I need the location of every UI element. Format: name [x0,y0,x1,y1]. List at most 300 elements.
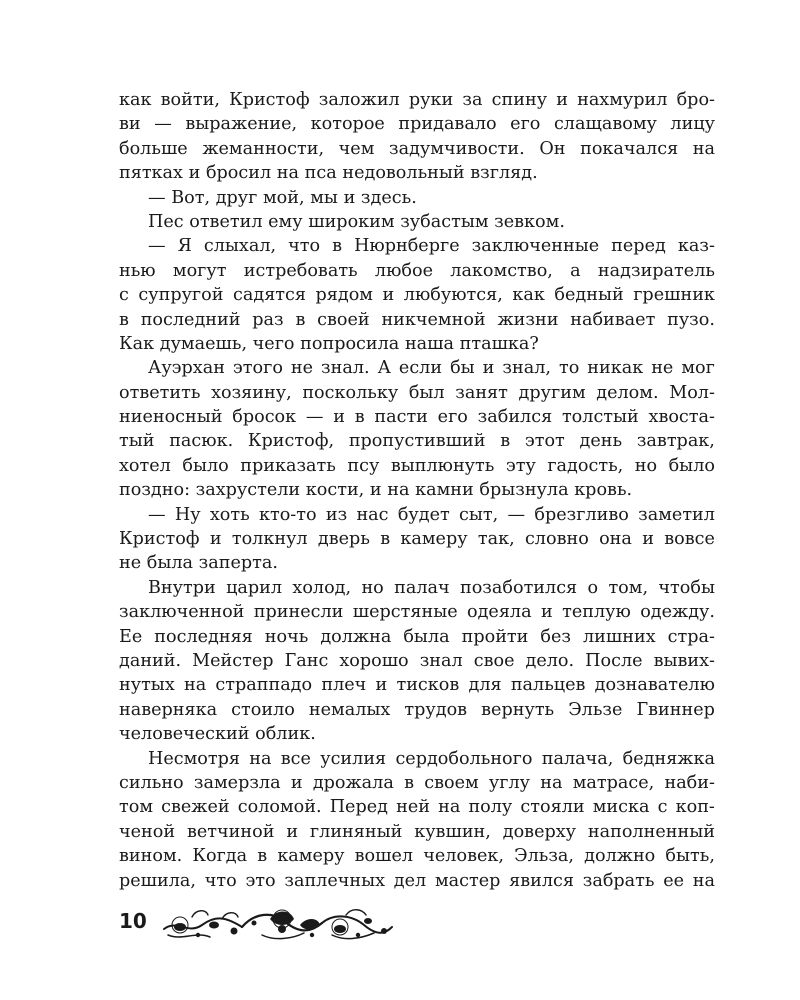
word: стояли [520,797,585,818]
word: облик. [255,724,316,745]
text-line [119,381,715,405]
word: мой, [263,187,305,208]
word: его [510,114,541,135]
word: надзиратель [597,260,715,281]
word: как [512,285,545,306]
text-line [119,869,715,893]
word: то [558,358,580,379]
word: в [404,772,414,793]
word: как [119,90,152,110]
word: вовсе [664,529,715,550]
word: мы [310,187,338,208]
word: Как [119,333,155,354]
word: гадость, [547,455,624,476]
word: своей [317,309,370,330]
word: доверху [502,821,577,842]
word: трудов [404,699,468,720]
word: Кристоф [119,529,200,550]
word: из [325,504,348,525]
word: и [209,529,222,550]
word: пройти [461,626,529,647]
word: думаешь, [159,333,248,354]
word: широким [308,211,395,232]
word: о [587,577,599,598]
word: бро- [676,90,715,110]
word: забрать [582,870,655,891]
word: ней [396,797,430,818]
word: руки [408,90,454,110]
text-line [119,88,715,112]
word: миска [592,797,650,818]
word: но [634,455,658,476]
word: чего [252,333,295,354]
word: ви [119,114,141,135]
word: сильно [119,772,184,793]
word: мог [681,358,715,379]
word: Несмотря [148,748,240,769]
text-line [119,478,715,502]
word: даний. [119,650,182,671]
word: выражение, [185,114,298,135]
word: набивает [570,309,656,330]
word: никчемной [381,309,486,330]
word: свежей [161,797,230,818]
word: Эльза, [514,846,575,867]
word: нахмурил [577,90,668,110]
word: пропустивший [348,431,486,452]
word: теплую [562,602,631,623]
word: ему [268,211,303,232]
word: и [188,163,201,184]
word: Пес [148,211,184,232]
word: Мейстер [192,650,274,671]
word: брезгливо [534,504,629,525]
word: и [369,480,382,501]
word: никак [587,358,644,379]
word: соломой. [237,797,322,818]
word: войти, [160,90,220,110]
word: Ганс [284,650,329,671]
word: друг [215,187,258,208]
text-line [119,161,715,185]
word: выплюнуть [390,455,495,476]
word: царил [226,577,283,598]
word: лишних [583,626,656,647]
word: палач [394,577,450,598]
word: здесь. [360,187,417,208]
word: нью [119,260,156,281]
word: коп- [675,797,715,818]
word: — [148,236,166,257]
word: Кристоф [229,90,310,110]
text-line [119,186,715,210]
word: После [585,650,643,671]
word: на [540,772,563,793]
word: с [119,285,129,306]
word: любое [374,260,433,281]
word: полу [468,797,513,818]
word: пса [304,163,337,184]
word: был [408,382,445,403]
text-line [119,454,715,478]
page-footer [119,905,399,945]
word: Внутри [148,577,216,598]
text-line [119,844,715,868]
word: ответить [119,382,201,403]
word: наверняка [119,699,218,720]
word: заплечных [284,870,386,891]
word: будет [397,504,450,525]
word: и [482,358,495,379]
word: — [154,114,172,135]
word: хоть [209,504,250,525]
word: тисков [396,675,460,696]
word: нас [356,504,389,525]
word: была [146,553,194,574]
word: грешник [633,285,715,306]
word: дознавателю [594,675,715,696]
word: последняя [154,626,253,647]
word: кто-то [258,504,317,525]
word: А [377,358,391,379]
word: явился [509,870,574,891]
word: Мол- [669,382,715,403]
word: словно [524,529,589,550]
word: сердобольного [395,748,533,769]
word: знал [419,650,463,671]
word: кровь. [574,480,633,501]
text-line [119,503,715,527]
word: стра- [667,626,715,647]
text-line [119,771,715,795]
word: на [387,480,410,501]
word: все [280,748,311,769]
word: Ее [119,626,143,647]
word: приказать [240,455,336,476]
word: псу [347,455,380,476]
word: должно [584,846,656,867]
page-number: 10 [119,909,147,933]
word: Кристоф, [247,431,335,452]
word: хорошо [339,650,409,671]
word: что [204,870,237,891]
word: жизни [497,309,559,330]
word: Ауэрхан [148,358,225,379]
word: — [148,504,166,525]
text-line [119,112,715,136]
text-line [119,283,715,307]
word: не [290,358,314,379]
word: зубастым [400,211,489,232]
word: — [507,504,526,525]
text-line [119,429,715,453]
word: наполненный [587,821,715,842]
word: дело. [525,650,575,671]
word: заметил [638,504,715,525]
word: зевком. [494,211,565,232]
text-line [119,625,715,649]
word: Когда [192,846,248,867]
word: своем [424,772,479,793]
word: Гвиннер [636,699,715,720]
word: толстый [561,407,639,428]
word: и [286,821,299,842]
word: садятся [233,285,306,306]
word: было [182,455,229,476]
word: не [651,358,674,379]
word: хвоста- [648,407,715,428]
word: в [295,309,306,330]
word: на [438,797,461,818]
word: это [245,870,276,891]
word: дел [393,870,427,891]
word: знал. [321,358,370,379]
word: рядом [315,285,373,306]
text-line [119,820,715,844]
word: покачался [580,138,679,159]
word: делом. [596,382,659,403]
word: чем [338,138,375,159]
word: хотел [119,455,171,476]
text-line [119,722,715,746]
word: и [382,285,395,306]
word: в [257,846,268,867]
word: на [249,748,272,769]
word: хозяину, [211,382,292,403]
word: ночь [264,626,309,647]
word: холод, [292,577,352,598]
text-line [119,649,715,673]
word: ее [663,870,685,891]
word: заключенные [471,236,600,257]
word: больше [119,138,188,159]
word: слащавому [553,114,657,135]
word: с [657,797,668,818]
word: задумчивости. [389,138,525,159]
word: недовольный [342,163,465,184]
word: каз- [677,236,715,257]
word: последний [140,309,241,330]
word: и [642,529,654,550]
word: тый [119,431,155,452]
word: нутых [119,675,175,696]
text-line [119,137,715,161]
word: другим [518,382,586,403]
word: Он [539,138,566,159]
word: бросил [205,163,272,184]
word: камеру [400,529,468,550]
text-line [119,795,715,819]
word: бедняжка [622,748,715,769]
word: на [276,163,300,184]
word: пташка? [459,333,539,354]
word: вернуть [481,699,555,720]
word: было [668,455,715,476]
word: и [290,772,303,793]
word: Эльзе [568,699,623,720]
word: и [333,407,345,428]
word: матрасе, [572,772,655,793]
word: которое [310,114,385,135]
word: наби- [664,772,715,793]
word: быть, [665,846,715,867]
text-line [119,308,715,332]
word: том, [608,577,649,598]
word: взгляд. [470,163,538,184]
word: если [398,358,443,379]
word: за [462,90,483,110]
word: углу [488,772,531,793]
word: жеманности, [202,138,325,159]
word: пасюк. [169,431,234,452]
word: эту [505,455,536,476]
word: замерзла [193,772,281,793]
word: ниеносный [119,407,223,428]
word: в [354,407,365,428]
word: истребовать [243,260,358,281]
word: пасти [374,407,428,428]
text-line [119,234,715,258]
text-line [119,600,715,624]
word: глиняный [309,821,403,842]
word: придавало [398,114,497,135]
word: забился [477,407,553,428]
word: брызнула [479,480,569,501]
word: пальцев [510,675,586,696]
word: усилия [320,748,387,769]
word: — [305,407,324,428]
word: на [692,138,715,159]
word: и [540,602,553,623]
text-line [119,576,715,600]
word: но [361,577,384,598]
word: на [692,870,715,891]
text-line [119,551,715,575]
word: знал, [502,358,551,379]
word: спину [491,90,548,110]
word: ветчиной [186,821,275,842]
word: и [375,675,388,696]
word: кувшин, [414,821,491,842]
word: — [148,187,166,208]
word: на [183,675,207,696]
word: Нюрнберге [354,236,460,257]
word: супругой [138,285,224,306]
word: бы [450,358,475,379]
body-text [119,88,715,893]
floral-ornament-icon [162,905,394,943]
word: занят [455,382,508,403]
word: шерстяные [352,602,458,623]
word: лицу [670,114,715,135]
word: вином. [119,846,183,867]
word: Перед [329,797,388,818]
word: Вот, [171,187,211,208]
word: день [579,431,623,452]
word: человеческий [119,724,250,745]
word: принесли [253,602,344,623]
word: стоило [231,699,295,720]
text-line [119,210,715,234]
word: камеру [277,846,345,867]
word: поздно: [119,480,190,501]
text-line [119,527,715,551]
word: дверь [317,529,370,550]
word: сыт, [459,504,499,525]
word: позаботился [459,577,578,598]
word: и [343,187,356,208]
word: пузо. [667,309,715,330]
text-line [119,356,715,380]
word: должна [320,626,392,647]
word: наша [404,333,454,354]
word: что [288,236,321,257]
word: вывих- [653,650,715,671]
word: Ну [174,504,201,525]
word: этого [232,358,283,379]
word: страппадо [215,675,313,696]
word: дрожала [312,772,394,793]
word: пятках [119,163,183,184]
word: толкнул [231,529,308,550]
word: лакомство, [450,260,553,281]
word: бросок [232,407,297,428]
word: вошел [354,846,414,867]
text-line [119,332,715,356]
word: захрустели [195,480,301,501]
word: в [332,236,343,257]
word: том [119,797,154,818]
word: его [437,407,468,428]
word: раз [252,309,284,330]
text-line [119,698,715,722]
word: без [540,626,571,647]
word: человек, [423,846,504,867]
word: завтрак, [636,431,715,452]
word: была [403,626,450,647]
word: поскольку [302,382,399,403]
word: этот [524,431,565,452]
word: заложил [318,90,400,110]
text-line [119,673,715,697]
word: свое [473,650,515,671]
word: в [119,309,129,330]
text-line [119,405,715,429]
word: в [380,529,391,550]
word: и [556,90,568,110]
word: не [119,553,142,574]
word: камни [415,480,474,501]
word: одеяла [467,602,532,623]
word: заключенной [119,602,245,623]
word: одежду. [640,602,715,623]
word: для [468,675,502,696]
word: кости, [305,480,365,501]
text-line [119,259,715,283]
word: а [570,260,581,281]
word: любуются, [403,285,503,306]
word: в [500,431,511,452]
word: плеч [321,675,367,696]
word: могут [172,260,227,281]
word: попросила [300,333,400,354]
text-line [119,747,715,771]
word: чтобы [658,577,715,598]
word: бедный [554,285,624,306]
word: так, [477,529,515,550]
word: слыхал, [203,236,277,257]
word: решила, [119,870,197,891]
